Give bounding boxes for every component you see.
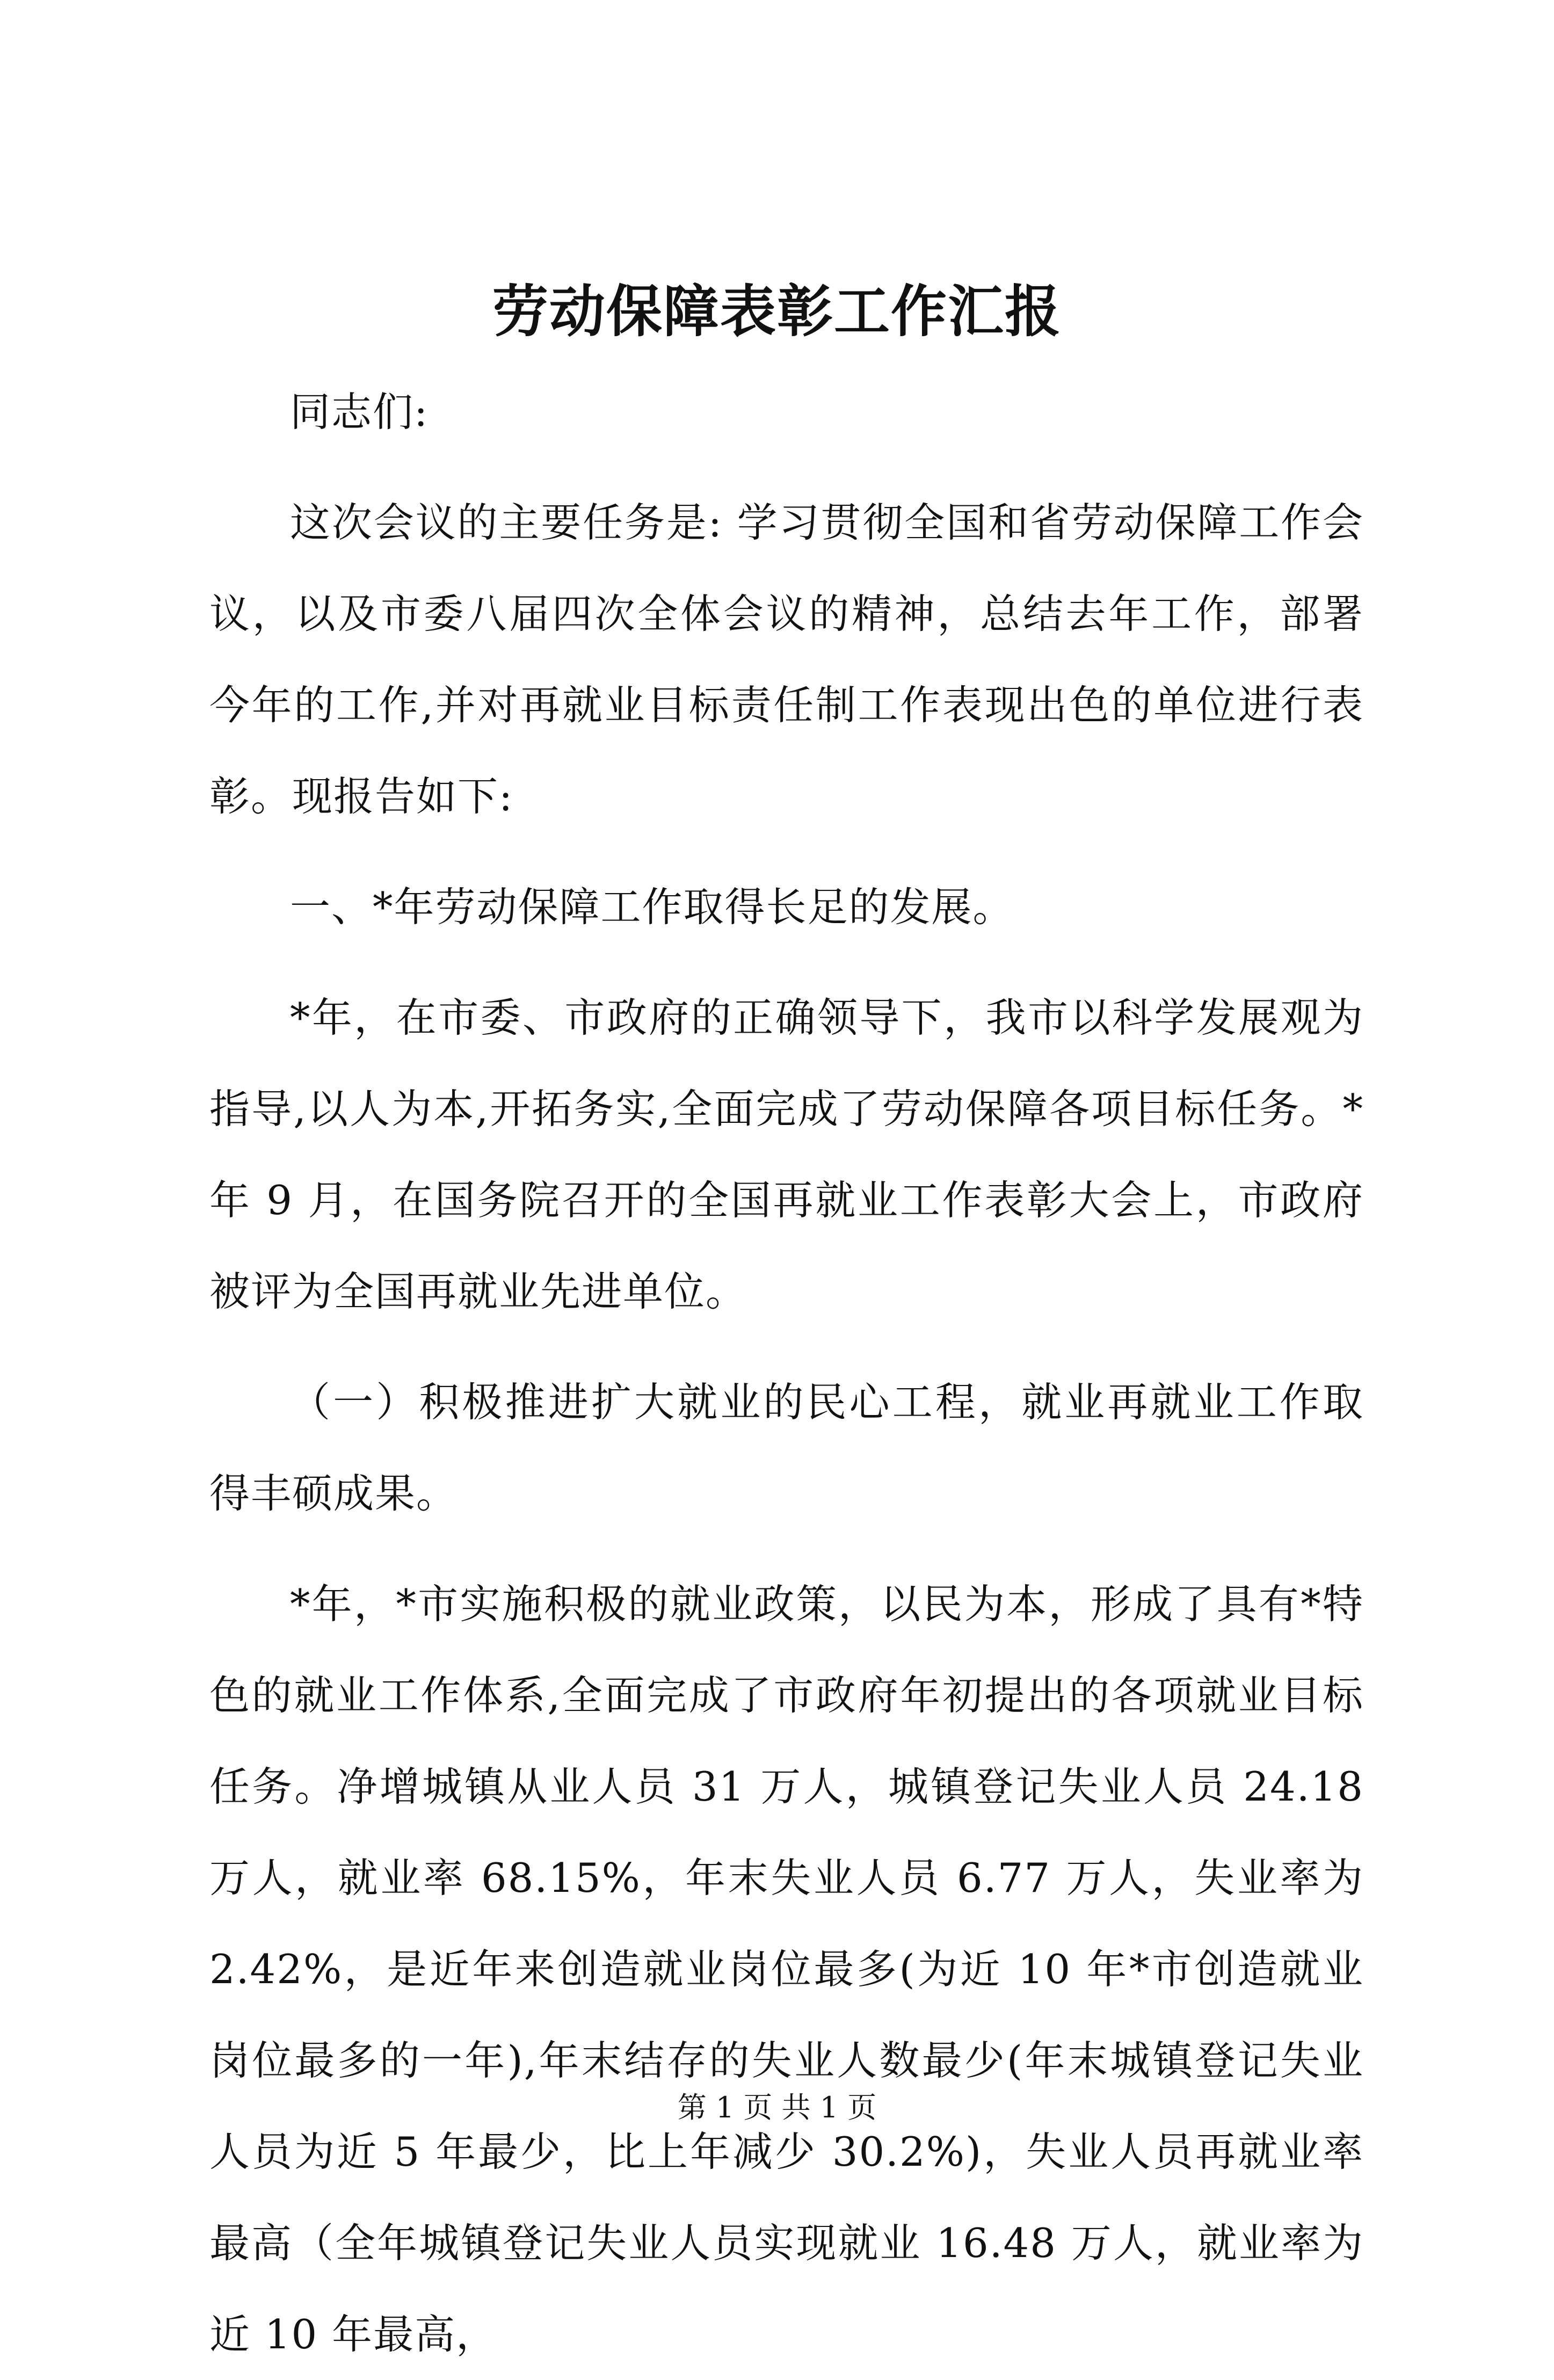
page-footer: 第 1 页 共 1 页 <box>677 2091 877 2124</box>
paragraph-overview: *年，在市委、市政府的正确领导下，我市以科学发展观为指导,以人为本,开拓务实,全面完成了劳动保障各项目标任务。*年 9 月，在国务院召开的全国再就业工作表彰大会上，市政府被评为全国再就业先进单位。 <box>209 994 1364 1315</box>
salutation: 同志们: <box>290 388 429 436</box>
paragraph-intro: 这次会议的主要任务是: 学习贯彻全国和省劳动保障工作会议，以及市委八届四次全体会议的精神，总结去年工作，部署今年的工作,并对再就业目标责任制工作表现出色的单位进行表彰。现报告如下: <box>209 499 1364 820</box>
subsection-heading-1: （一）积极推进扩大就业的民心工程，就业再就业工作取得丰硕成果。 <box>209 1378 1364 1517</box>
paragraph-employment: *年，*市实施积极的就业政策，以民为本，形成了具有*特色的就业工作体系,全面完成了市政府年初提出的各项就业目标任务。净增城镇从业人员 31 万人，城镇登记失业人员 24.18 万人，就业率 68.15%，年末失业人员 6.77 万人，失业率为 2.42%，是近年来创造就业岗位最多(为近 10 年*市创造就业岗位最多的一年),年末结存的失业人数最少(年末城镇登记失业人员为近 5 年最少，比上年减少 30.2%)，失业人员再就业率最高（全年城镇登记失业人员实现就业 16.48 万人，就业率为近 10 年最高， <box>209 1580 1364 2358</box>
document-body <box>209 366 1364 2380</box>
section-heading-1: 一、*年劳动保障工作取得长足的发展。 <box>290 883 1014 931</box>
document-title: 劳动保障表彰工作汇报 <box>492 278 1062 344</box>
